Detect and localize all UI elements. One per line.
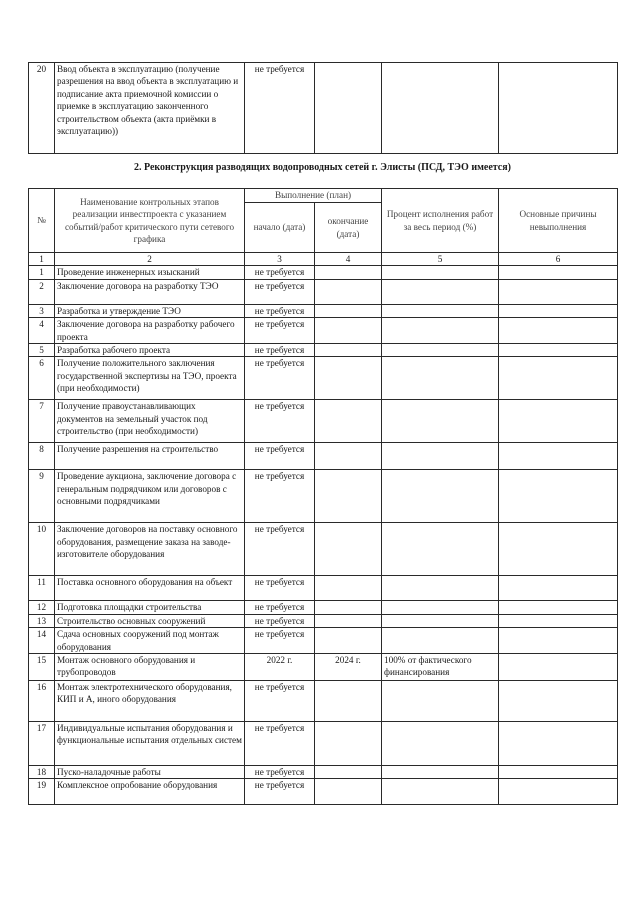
row-number: 18 xyxy=(29,766,55,779)
end-date xyxy=(315,614,382,627)
percent-cell xyxy=(382,614,499,627)
stage-name: Поставка основного оборудования на объект xyxy=(55,576,245,601)
end-date xyxy=(315,443,382,470)
end-date xyxy=(315,63,382,154)
stage-name: Пуско-наладочные работы xyxy=(55,766,245,779)
start-date: не требуется xyxy=(245,344,315,357)
start-date: не требуется xyxy=(245,318,315,344)
header-num: № xyxy=(29,189,55,253)
header-name: Наименование контрольных этапов реализации инвестпроекта с указанием событий/работ критического пути сетевого графика xyxy=(55,189,245,253)
percent-cell xyxy=(382,400,499,443)
reasons-cell xyxy=(499,779,618,805)
stage-name: Подготовка площадки строительства xyxy=(55,601,245,614)
percent-cell xyxy=(382,344,499,357)
stage-name: Монтаж электротехнического оборудования, КИП и А, иного оборудования xyxy=(55,681,245,722)
start-date: не требуется xyxy=(245,628,315,654)
start-date: не требуется xyxy=(245,443,315,470)
reasons-cell xyxy=(499,766,618,779)
row-number: 17 xyxy=(29,722,55,766)
start-date: не требуется xyxy=(245,357,315,400)
table-row xyxy=(29,681,618,722)
table-row xyxy=(29,576,618,601)
end-date xyxy=(315,470,382,523)
stage-name: Ввод объекта в эксплуатацию (получение разрешения на ввод объекта в эксплуатацию и подписание акта приемочной комиссии о приемке в эксплуатацию законченного строительством объекта (акта приёмки в эксплуатацию)) xyxy=(55,63,245,154)
start-date: не требуется xyxy=(245,614,315,627)
table-row xyxy=(29,304,618,317)
percent-cell xyxy=(382,576,499,601)
stage-name: Получение положительного заключения государственной экспертизы на ТЭО, проекта (при необходимости) xyxy=(55,357,245,400)
percent-cell xyxy=(382,470,499,523)
header-execution: Выполнение (план) xyxy=(245,189,382,203)
reasons-cell xyxy=(499,279,618,304)
percent-cell xyxy=(382,304,499,317)
col-number: 4 xyxy=(315,253,382,266)
row-number: 2 xyxy=(29,279,55,304)
reasons-cell xyxy=(499,400,618,443)
column-numbers-row xyxy=(29,253,618,266)
row-number: 15 xyxy=(29,654,55,681)
table-row xyxy=(29,318,618,344)
start-date: не требуется xyxy=(245,470,315,523)
start-date: не требуется xyxy=(245,400,315,443)
stage-name: Получение правоустанавливающих документов на земельный участок под строительство (при необходимости) xyxy=(55,400,245,443)
end-date xyxy=(315,279,382,304)
percent-cell xyxy=(382,443,499,470)
table-row xyxy=(29,614,618,627)
start-date: не требуется xyxy=(245,722,315,766)
table-row xyxy=(29,266,618,279)
stage-name: Заключение договоров на поставку основного оборудования, размещение заказа на заводе-изготовителе оборудования xyxy=(55,523,245,576)
control-stages-table xyxy=(28,188,618,805)
end-date xyxy=(315,523,382,576)
table-row xyxy=(29,766,618,779)
end-date xyxy=(315,628,382,654)
start-date: не требуется xyxy=(245,681,315,722)
percent-cell xyxy=(382,523,499,576)
end-date xyxy=(315,681,382,722)
end-date xyxy=(315,766,382,779)
table-row xyxy=(29,628,618,654)
table-row xyxy=(29,523,618,576)
end-date xyxy=(315,601,382,614)
stage-name: Сдача основных сооружений под монтаж оборудования xyxy=(55,628,245,654)
reasons-cell xyxy=(499,628,618,654)
col-number: 1 xyxy=(29,253,55,266)
percent-cell xyxy=(382,628,499,654)
previous-table-fragment xyxy=(28,62,618,154)
reasons-cell xyxy=(499,523,618,576)
reasons-cell xyxy=(499,614,618,627)
header-percent: Процент исполнения работ за весь период (%) xyxy=(382,189,499,253)
table-row xyxy=(29,470,618,523)
percent-cell xyxy=(382,266,499,279)
end-date xyxy=(315,357,382,400)
stage-name: Проведение инженерных изысканий xyxy=(55,266,245,279)
row-number: 16 xyxy=(29,681,55,722)
col-number: 3 xyxy=(245,253,315,266)
reasons-cell xyxy=(499,681,618,722)
percent-cell xyxy=(382,681,499,722)
row-number: 6 xyxy=(29,357,55,400)
row-number: 19 xyxy=(29,779,55,805)
end-date xyxy=(315,304,382,317)
table-row xyxy=(29,63,618,154)
row-number: 4 xyxy=(29,318,55,344)
reasons-cell xyxy=(499,266,618,279)
header-reasons: Основные причины невыполнения xyxy=(499,189,618,253)
stage-name: Индивидуальные испытания оборудования и функциональные испытания отдельных систем xyxy=(55,722,245,766)
row-number: 9 xyxy=(29,470,55,523)
reasons-cell xyxy=(499,344,618,357)
row-number: 14 xyxy=(29,628,55,654)
end-date xyxy=(315,576,382,601)
stage-name: Монтаж основного оборудования и трубопроводов xyxy=(55,654,245,681)
table-row xyxy=(29,722,618,766)
col-number: 2 xyxy=(55,253,245,266)
percent-cell xyxy=(382,601,499,614)
stage-name: Строительство основных сооружений xyxy=(55,614,245,627)
reasons-cell xyxy=(499,357,618,400)
start-date: не требуется xyxy=(245,766,315,779)
table-row xyxy=(29,654,618,681)
end-date xyxy=(315,400,382,443)
stage-name: Получение разрешения на строительство xyxy=(55,443,245,470)
row-number: 20 xyxy=(29,63,55,154)
percent-cell xyxy=(382,279,499,304)
table-body xyxy=(29,266,618,805)
table-row xyxy=(29,601,618,614)
start-date: не требуется xyxy=(245,304,315,317)
percent-cell xyxy=(382,722,499,766)
header-end: окончание (дата) xyxy=(315,203,382,253)
table-row xyxy=(29,443,618,470)
stage-name: Проведение аукциона, заключение договора с генеральным подрядчиком или договоров с основными подрядчиками xyxy=(55,470,245,523)
percent-cell xyxy=(382,779,499,805)
row-number: 13 xyxy=(29,614,55,627)
reasons-cell xyxy=(499,722,618,766)
end-date xyxy=(315,722,382,766)
end-date: 2024 г. xyxy=(315,654,382,681)
start-date: не требуется xyxy=(245,266,315,279)
stage-name: Заключение договора на разработку рабочего проекта xyxy=(55,318,245,344)
row-number: 3 xyxy=(29,304,55,317)
reasons-cell xyxy=(499,601,618,614)
row-number: 11 xyxy=(29,576,55,601)
reasons-cell xyxy=(499,63,618,154)
table-row xyxy=(29,779,618,805)
table-row xyxy=(29,400,618,443)
stage-name: Заключение договора на разработку ТЭО xyxy=(55,279,245,304)
section-heading: 2. Реконструкция разводящих водопроводных сетей г. Элисты (ПСД, ТЭО имеется) xyxy=(134,162,511,173)
header-row xyxy=(29,189,618,203)
row-number: 12 xyxy=(29,601,55,614)
row-number: 8 xyxy=(29,443,55,470)
header-start: начало (дата) xyxy=(245,203,315,253)
reasons-cell xyxy=(499,304,618,317)
end-date xyxy=(315,344,382,357)
row-number: 5 xyxy=(29,344,55,357)
col-number: 6 xyxy=(499,253,618,266)
percent-cell: 100% от фактического финансирования xyxy=(382,654,499,681)
reasons-cell xyxy=(499,576,618,601)
table-row xyxy=(29,357,618,400)
percent-cell xyxy=(382,357,499,400)
stage-name: Разработка рабочего проекта xyxy=(55,344,245,357)
end-date xyxy=(315,318,382,344)
start-date: не требуется xyxy=(245,601,315,614)
reasons-cell xyxy=(499,443,618,470)
row-number: 7 xyxy=(29,400,55,443)
row-number: 1 xyxy=(29,266,55,279)
start-date: не требуется xyxy=(245,523,315,576)
percent-cell xyxy=(382,318,499,344)
start-date: 2022 г. xyxy=(245,654,315,681)
percent-cell xyxy=(382,63,499,154)
start-date: не требуется xyxy=(245,63,315,154)
start-date: не требуется xyxy=(245,576,315,601)
col-number: 5 xyxy=(382,253,499,266)
end-date xyxy=(315,779,382,805)
reasons-cell xyxy=(499,318,618,344)
start-date: не требуется xyxy=(245,779,315,805)
table-row xyxy=(29,344,618,357)
row-number: 10 xyxy=(29,523,55,576)
start-date: не требуется xyxy=(245,279,315,304)
stage-name: Комплексное опробование оборудования xyxy=(55,779,245,805)
stage-name: Разработка и утверждение ТЭО xyxy=(55,304,245,317)
end-date xyxy=(315,266,382,279)
reasons-cell xyxy=(499,654,618,681)
table-row xyxy=(29,279,618,304)
percent-cell xyxy=(382,766,499,779)
reasons-cell xyxy=(499,470,618,523)
